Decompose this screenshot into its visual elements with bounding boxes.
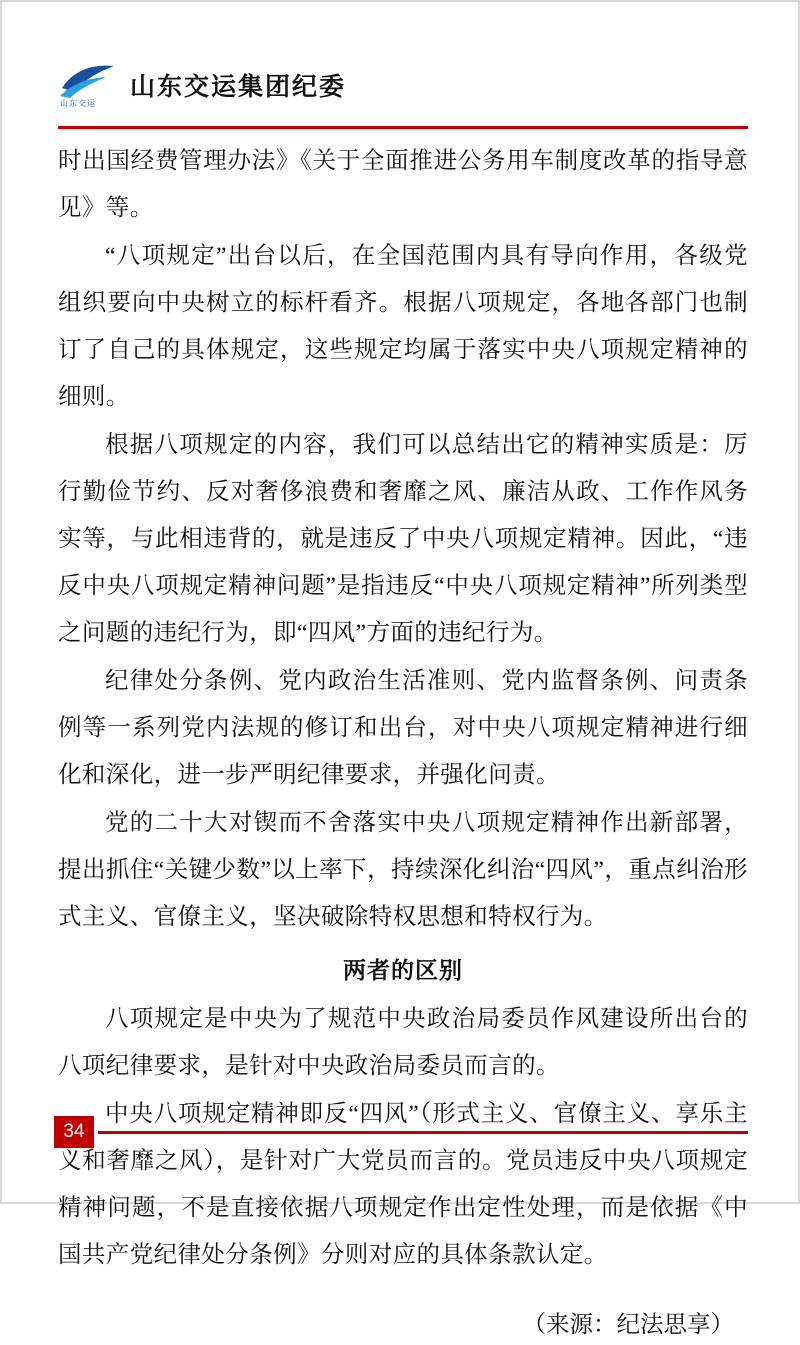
footer-divider: [98, 1131, 748, 1134]
source-note: （来源：纪法思享）: [522, 1312, 734, 1338]
page-footer: [54, 1116, 754, 1150]
paragraph: “八项规定”出台以后，在全国范围内具有导向作用，各级党组织要向中央树立的标杆看齐。根据八项规定，各地各部门也制订了自己的具体规定，这些规定均属于落实中央八项规定精神的细则。: [58, 243, 748, 410]
paragraph: 时出国经费管理办法》《关于全面推进公务用车制度改革的指导意见》等。: [58, 148, 748, 221]
paragraph: 中央八项规定精神即反“四风”（形式主义、官僚主义、享乐主义和奢靡之风），是针对广大党员而言的。党员违反中央八项规定精神问题，不是直接依据八项规定作出定性处理，而是依据《中国共产党纪律处分条例》分则对应的具体条款认定。: [58, 1101, 748, 1268]
paragraph: 纪律处分条例、党内政治生活准则、党内监督条例、问责条例等一系列党内法规的修订和出台，对中央八项规定精神进行细化和深化，进一步严明纪律要求，并强化问责。: [58, 668, 748, 788]
paragraph: 八项规定是中央为了规范中央政治局委员作风建设所出台的八项纪律要求，是针对中央政治局委员而言的。: [58, 1006, 748, 1079]
page-header: [58, 54, 748, 116]
page-title: 山东交运集团纪委: [130, 73, 347, 101]
document-body: [58, 138, 748, 1345]
paragraph: 根据八项规定的内容，我们可以总结出它的精神实质是：厉行勤俭节约、反对奢侈浪费和奢靡之风、廉洁从政、工作作风务实等，与此相违背的，就是违反了中央八项规定精神。因此，“违反中央八项规定精神问题”是指违反“中央八项规定精神”所列类型之问题的违纪行为，即“四风”方面的违纪行为。: [58, 432, 748, 646]
logo-caption: 山东交运: [60, 99, 96, 108]
paragraph: 党的二十大对锲而不舍落实中央八项规定精神作出新部署，提出抓住“关键少数”以上率下，持续深化纠治“四风”，重点纠治形式主义、官僚主义，坚决破除特权思想和特权行为。: [58, 810, 748, 930]
swoosh-logo-icon: [58, 62, 118, 108]
section-subheading: 两者的区别: [343, 957, 463, 983]
header-divider: [58, 126, 748, 129]
page-number-badge: 34: [54, 1116, 94, 1148]
